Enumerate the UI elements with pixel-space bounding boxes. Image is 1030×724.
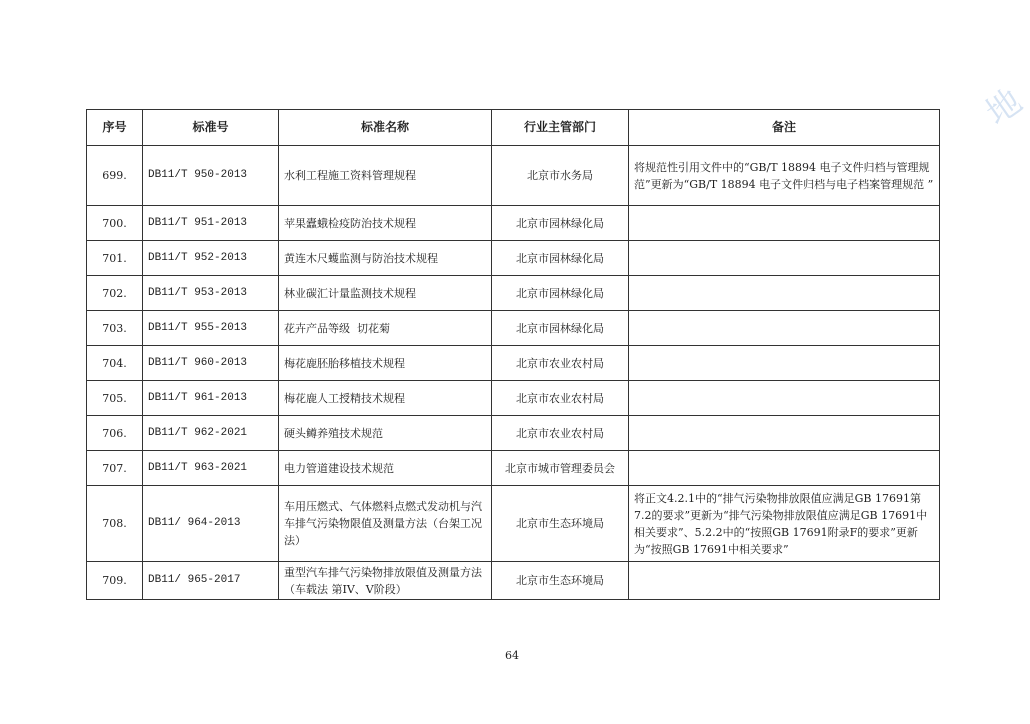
watermark-text: 地 (978, 81, 1030, 134)
row-index: 701. (87, 241, 143, 276)
row-code: DB11/T 952-2013 (143, 241, 279, 276)
row-name: 梅花鹿胚胎移植技术规程 (279, 346, 492, 381)
row-code: DB11/T 950-2013 (143, 146, 279, 206)
row-note (629, 311, 940, 346)
row-department: 北京市园林绿化局 (492, 206, 629, 241)
table-row (87, 241, 940, 276)
row-code: DB11/T 960-2013 (143, 346, 279, 381)
table-row (87, 486, 940, 562)
page-number: 64 (505, 649, 519, 662)
table-row (87, 276, 940, 311)
header-name: 标准名称 (279, 110, 492, 146)
row-name: 林业碳汇计量监测技术规程 (279, 276, 492, 311)
row-index: 699. (87, 146, 143, 206)
table-row (87, 206, 940, 241)
row-index: 707. (87, 451, 143, 486)
row-index: 706. (87, 416, 143, 451)
row-note (629, 206, 940, 241)
header-code: 标准号 (143, 110, 279, 146)
table-row (87, 451, 940, 486)
row-index: 708. (87, 486, 143, 562)
row-index: 709. (87, 562, 143, 600)
row-department: 北京市园林绿化局 (492, 241, 629, 276)
row-department: 北京市生态环境局 (492, 562, 629, 600)
row-index: 705. (87, 381, 143, 416)
row-department: 北京市生态环境局 (492, 486, 629, 562)
row-note (629, 416, 940, 451)
row-note (629, 381, 940, 416)
row-department: 北京市农业农村局 (492, 381, 629, 416)
row-index: 702. (87, 276, 143, 311)
row-note (629, 451, 940, 486)
row-note (629, 562, 940, 600)
row-department: 北京市园林绿化局 (492, 311, 629, 346)
row-code: DB11/ 964-2013 (143, 486, 279, 562)
header-note: 备注 (629, 110, 940, 146)
row-department: 北京市农业农村局 (492, 346, 629, 381)
row-department: 北京市农业农村局 (492, 416, 629, 451)
row-department: 北京市城市管理委员会 (492, 451, 629, 486)
row-note (629, 241, 940, 276)
row-name: 车用压燃式、气体燃料点燃式发动机与汽车排气污染物限值及测量方法（台架工况法） (279, 486, 492, 562)
table-row (87, 146, 940, 206)
row-code: DB11/T 961-2013 (143, 381, 279, 416)
header-index: 序号 (87, 110, 143, 146)
table-row (87, 416, 940, 451)
row-department: 北京市水务局 (492, 146, 629, 206)
row-index: 704. (87, 346, 143, 381)
row-name: 梅花鹿人工授精技术规程 (279, 381, 492, 416)
row-department: 北京市园林绿化局 (492, 276, 629, 311)
row-name: 苹果蠹蛾检疫防治技术规程 (279, 206, 492, 241)
table-row (87, 381, 940, 416)
row-code: DB11/T 963-2021 (143, 451, 279, 486)
row-name: 重型汽车排气污染物排放限值及测量方法（车载法 第IV、V阶段） (279, 562, 492, 600)
row-name: 硬头鳟养殖技术规范 (279, 416, 492, 451)
row-note (629, 276, 940, 311)
row-name: 黄连木尺蠖监测与防治技术规程 (279, 241, 492, 276)
row-index: 703. (87, 311, 143, 346)
table-header-row (87, 110, 940, 146)
header-department: 行业主管部门 (492, 110, 629, 146)
row-name: 水利工程施工资料管理规程 (279, 146, 492, 206)
row-name: 电力管道建设技术规范 (279, 451, 492, 486)
row-note (629, 346, 940, 381)
table-row (87, 562, 940, 600)
row-code: DB11/T 955-2013 (143, 311, 279, 346)
row-code: DB11/T 962-2021 (143, 416, 279, 451)
row-name: 花卉产品等级 切花菊 (279, 311, 492, 346)
row-note: 将规范性引用文件中的“GB/T 18894 电子文件归档与管理规范”更新为“GB/T 18894 电子文件归档与电子档案管理规范 ” (629, 146, 940, 206)
row-note: 将正文4.2.1中的“排气污染物排放限值应满足GB 17691第7.2的要求”更新为“排气污染物排放限值应满足GB 17691中相关要求”、5.2.2中的“按照GB 17691附录F的要求”更新为“按照GB 17691中相关要求” (629, 486, 940, 562)
standards-table (86, 109, 940, 600)
table-row (87, 346, 940, 381)
table-row (87, 311, 940, 346)
row-code: DB11/ 965-2017 (143, 562, 279, 600)
row-index: 700. (87, 206, 143, 241)
row-code: DB11/T 953-2013 (143, 276, 279, 311)
row-code: DB11/T 951-2013 (143, 206, 279, 241)
